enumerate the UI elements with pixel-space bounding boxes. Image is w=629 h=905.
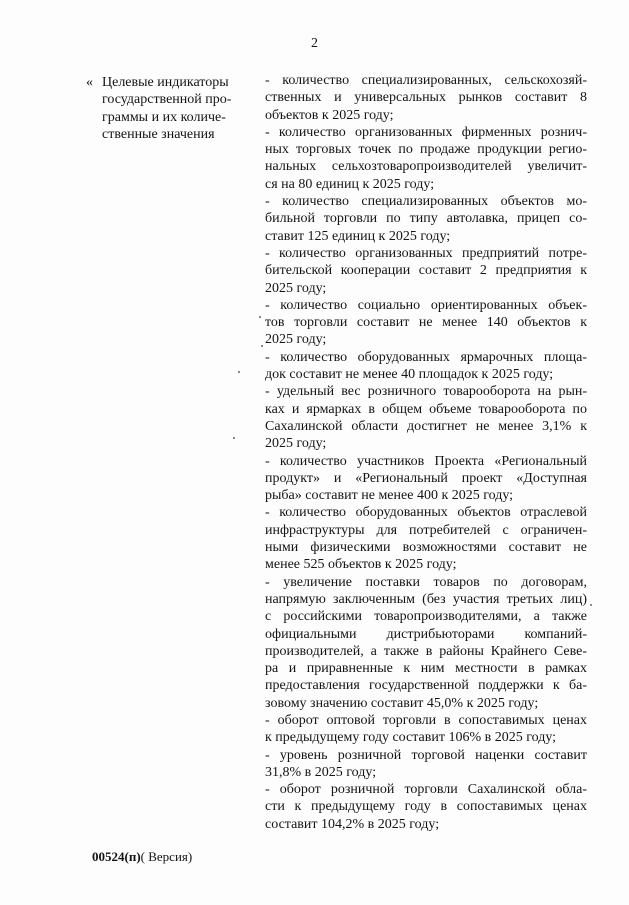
document-version: ( Версия) (140, 849, 193, 864)
indicator-item (265, 747, 587, 782)
indicator-line: бительской кооперации составит 2 предприятия к (265, 263, 587, 279)
indicator-line: док составит не менее 40 площадок к 2025 году; (265, 367, 554, 383)
indicators-label-line: ственные значения (102, 126, 215, 142)
indicator-line: зовому значению составит 45,0% к 2025 году; (265, 695, 539, 711)
indicator-line: ся на 80 единиц к 2025 году; (265, 176, 435, 192)
indicator-item (265, 245, 587, 297)
indicator-line: - количество оборудованных ярмарочных площа- (265, 349, 587, 365)
scan-speck (261, 345, 263, 347)
indicator-item (265, 297, 587, 349)
indicator-line: Сахалинской области достигнет не менее 3,1% к (265, 418, 587, 434)
indicator-item (265, 383, 587, 452)
indicator-line: - оборот розничной торговли Сахалинской обла- (265, 782, 587, 798)
indicator-item (265, 193, 587, 245)
indicator-line: нальных сельхозтоваропроизводителей увеличит- (265, 159, 587, 175)
scan-speck (238, 371, 240, 373)
indicator-line: сти к предыдущему году в сопоставимых ценах (265, 799, 587, 815)
scan-speck (259, 316, 261, 318)
indicator-line: 31,8% в 2025 году; (265, 764, 377, 780)
indicator-line: официальными дистрибьюторами компаний- (265, 626, 587, 642)
indicator-item (265, 712, 587, 747)
document-code: 00524(п) (92, 849, 141, 864)
indicator-line: ставит 125 единиц к 2025 году; (265, 228, 451, 244)
indicator-item (265, 781, 587, 833)
indicator-item (265, 349, 587, 384)
indicator-line: ра и приравненные к ним местности в рамках (265, 661, 587, 677)
indicator-line: ственных и универсальных рынков составит 8 (265, 90, 587, 106)
indicator-line: - удельный вес розничного товарооборота на рын- (265, 384, 587, 400)
indicator-line: продукт» и «Региональный проект «Доступная (265, 470, 587, 486)
page-number: 2 (311, 36, 318, 51)
indicator-line: ках и ярмарках в общем объеме товарооборота по (265, 401, 587, 417)
indicator-item (265, 504, 587, 573)
indicator-line: с российскими товаропроизводителями, а также (265, 609, 587, 625)
indicator-line: инфраструктуры для потребителей с ограничен- (265, 522, 587, 538)
indicator-line: - оборот оптовой торговли в сопоставимых ценах (265, 712, 587, 728)
indicator-line: тов торговли составит не менее 140 объектов к (265, 315, 587, 331)
indicator-line: 2025 году; (265, 332, 327, 348)
indicator-line: - количество оборудованных объектов отраслевой (265, 505, 587, 521)
document-footer (92, 849, 192, 865)
indicator-item (265, 72, 587, 124)
indicator-line: - количество специализированных объектов мо- (265, 194, 587, 210)
indicator-line: предоставления государственной поддержки к ба- (265, 678, 587, 694)
scan-speck (590, 604, 592, 606)
indicators-label-line: Целевые индикаторы (102, 75, 229, 90)
scan-speck (233, 437, 235, 439)
indicator-line: - количество организованных предприятий потре- (265, 245, 587, 261)
indicators-text (265, 72, 587, 833)
indicator-line: - количество участников Проекта «Региональный (265, 453, 587, 469)
indicator-line: объектов к 2025 году; (265, 107, 394, 123)
indicators-label-line: государственной про- (102, 92, 232, 108)
indicator-line: - уровень розничной торговой наценки составит (265, 747, 587, 763)
indicator-line: - количество специализированных, сельскохозяй- (265, 73, 587, 88)
indicator-item (265, 574, 587, 712)
indicator-line: ными физическими возможностями составит не (265, 540, 587, 556)
indicator-line: 2025 году; (265, 280, 327, 296)
indicator-line: менее 525 объектов к 2025 году; (265, 557, 457, 573)
indicator-line: - увеличение поставки товаров по договорам, (265, 574, 587, 590)
indicator-line: ных торговых точек по продаже продукции регио- (265, 142, 587, 158)
indicator-line: бильной торговли по типу автолавка, прицеп со- (265, 211, 587, 227)
indicator-line: рыба» составит не менее 400 к 2025 году; (265, 488, 514, 504)
indicator-line: производителей, а также в районы Крайнего Севе- (265, 643, 587, 659)
indicator-line: - количество социально ориентированных объек- (265, 297, 587, 313)
indicator-line: к предыдущему году составит 106% в 2025 году; (265, 730, 557, 746)
indicators-label-line: граммы и их количе- (102, 109, 226, 125)
indicator-line: составит 104,2% в 2025 году; (265, 816, 440, 832)
indicator-line: напрямую заключенным (без участия третьих лиц) (265, 591, 587, 607)
opening-quote: « (86, 75, 93, 90)
indicator-item (265, 453, 587, 505)
indicator-line: 2025 году; (265, 436, 327, 452)
indicator-line: - количество организованных фирменных рознич- (265, 124, 587, 140)
indicators-label (86, 74, 261, 143)
indicator-item (265, 124, 587, 193)
